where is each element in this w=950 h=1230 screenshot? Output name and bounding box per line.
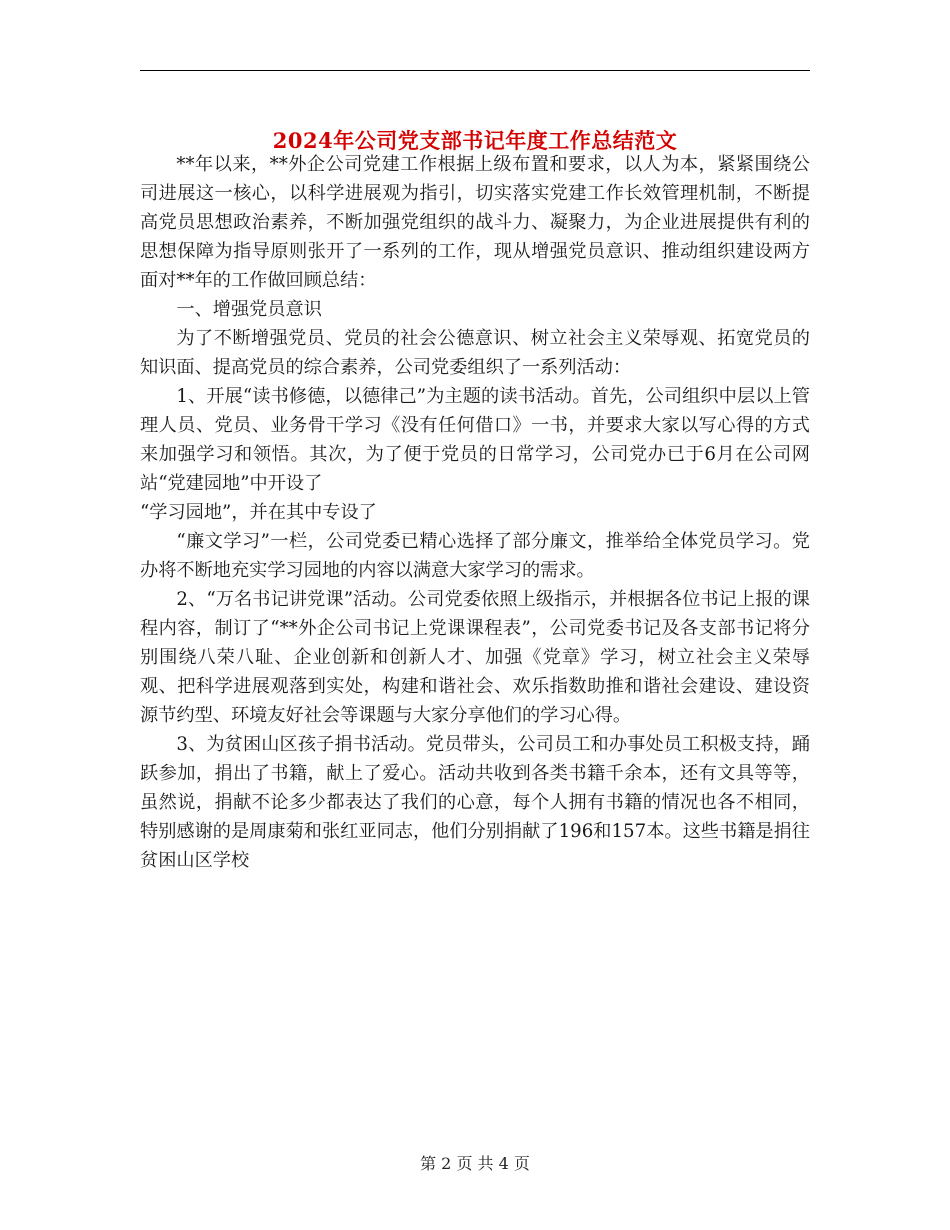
paragraph-item-3: 3、为贫困山区孩子捐书活动。党员带头，公司员工和办事处员工积极支持，踊跃参加，捐出了书籍，献上了爱心。活动共收到各类书籍千余本，还有文具等等，虽然说，捐献不论多少都表达了我们的心意，每个人拥有书籍的情况也各不相同，特别感谢的是周康菊和张红亚同志，他们分别捐献了196和157本。这些书籍是捐往贫困山区学校 — [140, 734, 810, 871]
paragraph-item-1-tail: “廉文学习”一栏，公司党委已精心选择了部分廉文，推举给全体党员学习。党办将不断地充实学习园地的内容以满意大家学习的需求。 — [140, 531, 810, 581]
document-body — [140, 150, 810, 875]
paragraph-item-1-continued: “学习园地”，并在其中专设了 — [140, 502, 377, 523]
section-heading: 一、增强党员意识 — [176, 299, 322, 320]
document-title: 2024年公司党支部书记年度工作总结范文 — [272, 128, 678, 154]
paragraph-item-2: 2、“万名书记讲党课”活动。公司党委依照上级指示，并根据各位书记上报的课程内容，制订了“**外企公司书记上党课课程表”，公司党委书记及各支部书记将分别围绕八荣八耻、企业创新和创新人才、加强《党章》学习，树立社会主义荣辱观、把科学进展观落到实处，构建和谐社会、欢乐指数助推和谐社会建设、建设资源节约型、环境友好社会等课题与大家分享他们的学习心得。 — [140, 589, 810, 726]
header-rule — [140, 70, 810, 71]
page-number-footer: 第 2 页 共 4 页 — [420, 1154, 530, 1173]
paragraph-intro: **年以来，**外企公司党建工作根据上级布置和要求，以人为本，紧紧围绕公司进展这一核心，以科学进展观为指引，切实落实党建工作长效管理机制，不断提高党员思想政治素养，不断加强党组织的战斗力、凝聚力，为企业进展提供有利的思想保障为指导原则张开了一系列的工作，现从增强党员意识、推动组织建设两方面对**年的工作做回顾总结： — [140, 154, 810, 291]
paragraph-item-1: 1、开展“读书修德，以德律己”为主题的读书活动。首先，公司组织中层以上管理人员、党员、业务骨干学习《没有任何借口》一书，并要求大家以写心得的方式来加强学习和领悟。其次，为了便于党员的日常学习，公司党办已于6月在公司网站“党建园地”中开设了 — [140, 386, 810, 494]
paragraph-section-intro: 为了不断增强党员、党员的社会公德意识、树立社会主义荣辱观、拓宽党员的知识面、提高党员的综合素养，公司党委组织了一系列活动： — [140, 328, 810, 378]
